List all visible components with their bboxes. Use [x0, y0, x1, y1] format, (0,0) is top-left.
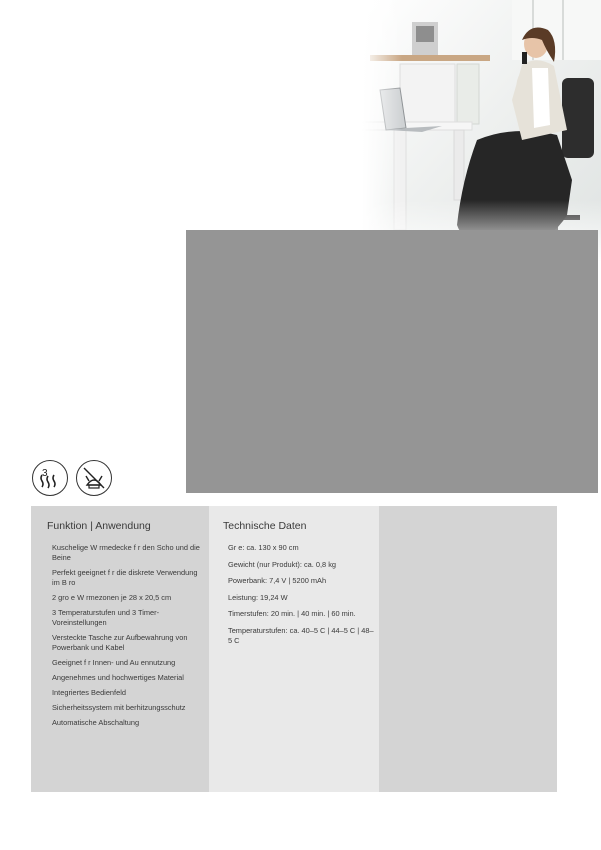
- list-item: Geeignet f r Innen- und Au ennutzung: [52, 658, 176, 667]
- list-item: Timerstufen: 20 min. | 40 min. | 60 min.: [228, 609, 356, 619]
- list-item: Sicherheitssystem mit berhitzungsschutz: [52, 703, 186, 712]
- gray-image-block: [186, 230, 598, 493]
- technical-list: [228, 543, 376, 653]
- icon-digit: 3: [42, 468, 48, 479]
- list-item: 2 gro e W rmezonen je 28 x 20,5 cm: [52, 593, 172, 602]
- list-item: Gewicht (nur Produkt): ca. 0,8 kg: [228, 559, 337, 569]
- heating-zones-icon: [32, 460, 68, 496]
- list-item: Integriertes Bedienfeld: [52, 688, 126, 697]
- list-item: Perfekt geeignet f r die diskrete Verwendung im B ro: [52, 568, 198, 587]
- list-item: Powerbank: 7,4 V | 5200 mAh: [228, 576, 327, 586]
- list-item: Gr e: ca. 130 x 90 cm: [228, 543, 299, 552]
- list-item: Angenehmes und hochwertiges Material: [52, 673, 184, 682]
- empty-panel: [379, 506, 557, 792]
- list-item: 3 Temperaturstufen und 3 Timer-Voreinstellungen: [52, 608, 160, 627]
- function-title: Funktion | Anwendung: [47, 520, 151, 532]
- function-list: [52, 543, 204, 733]
- list-item: Versteckte Tasche zur Aufbewahrung von Powerbank und Kabel: [52, 633, 188, 652]
- technical-title: Technische Daten: [223, 520, 307, 532]
- no-washing-icon: [76, 460, 112, 496]
- technical-panel: [209, 506, 379, 792]
- list-item: Temperaturstufen: ca. 40–5 C | 44–5 C | 48–5 C: [228, 625, 374, 645]
- function-panel: [31, 506, 209, 792]
- product-photo: [362, 0, 601, 262]
- list-item: Automatische Abschaltung: [52, 718, 140, 727]
- list-item: Leistung: 19,24 W: [228, 592, 288, 602]
- list-item: Kuschelige W rmedecke f r den Scho und die Beine: [52, 543, 200, 562]
